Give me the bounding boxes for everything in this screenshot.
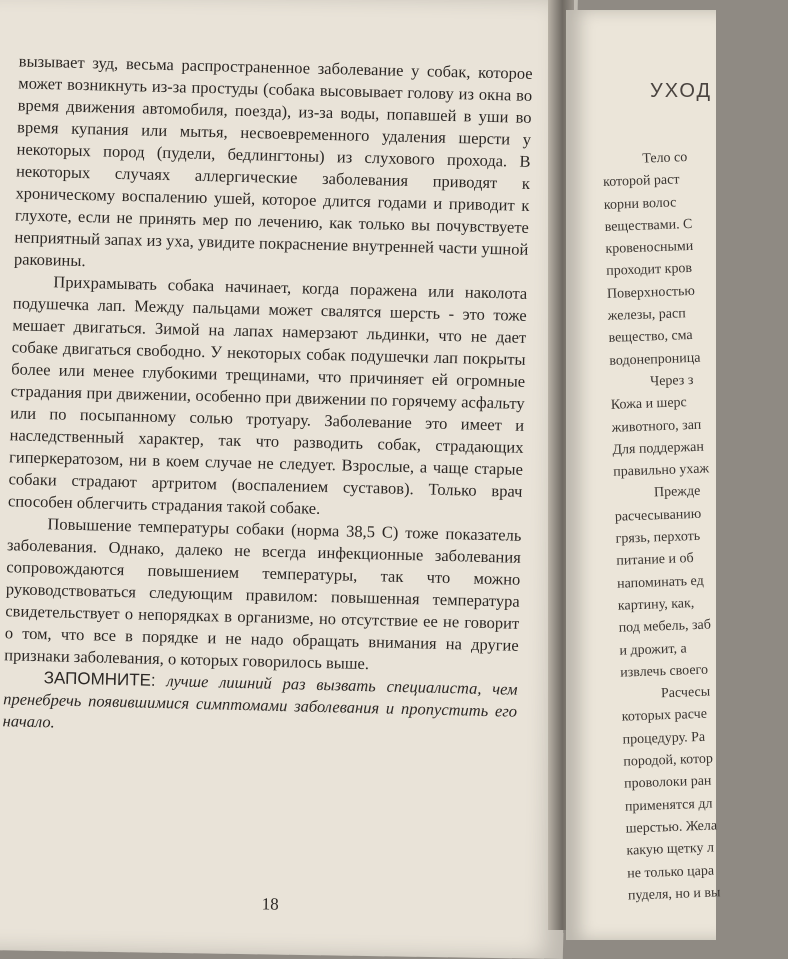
right-page-line: под мебель, заб [618,617,712,636]
right-page-line: Кожа и шерс [610,395,688,414]
paragraph-limping: Прихрамывать собака начинает, когда поражена или наколота подушечка лап. Между пальцами может свалятся шерсть - это тоже мешает двигаться. Зимой на лапах намерзают льдинки, что не дает собаке двигаться свободно. У некоторых собак подушечки лап покрыты более или менее глубокими трещинами, что причиняет ей огромные страдания при движении, особенно при движении по горячему асфальту или по посыпанному солью тротуару. Заболевание это имеет и наследственный характер, так что разводить собак, страдающих гиперкератозом, ни в коем случае не следует. Взрослые, а чаще старые собаки страдают артритом (воспалением суставов). Только врач способен облегчить страдания такой собаке. [7,272,528,518]
page-number: 18 [261,894,279,914]
note-label: ЗАПОМНИТЕ: [43,668,156,690]
right-page-line: шерстью. Жела [625,818,718,837]
right-page-line: применятся дл [624,796,713,815]
right-page-line: извлечь своего [620,662,709,681]
paragraph-ear: вызывает зуд, весьма распространенное заболевание у собак, которое может возникнуть из-за простуды (собака высовывает голову из окна во время движения автомобиля, поезда), из-за воды, попавшей в уши во время купания или мытья, несвоевременного удаления шерсти у некоторых пород (пудели, бедлингтоны) из слухового прохода. В некоторых случаях аллергические заболевания приводят к хроническому воспалению ушей, которое длится годами и приводит к глухоте, если не принять мер по лечению, как только вы почувствуете неприятный запах из уха, увидите покраснение внутренней части ушной раковины. [13,51,533,271]
right-page-line: какую щетку л [626,840,715,859]
remember-note [2,666,517,745]
right-page-line: веществами. С [604,216,693,235]
right-page-line: процедуру. Ра [622,729,706,748]
right-page-line: которых расче [621,707,708,726]
right-page-line: которой раст [602,172,680,191]
right-page-line: и дрожит, а [619,640,687,659]
paragraph-temperature: Повышение температуры собаки (норма 38,5 С) тоже показатель заболевания. Однако, далеко не всегда инфекционные заболевания сопровождаются повышением температуры, так что можно руководствоваться следующим правилом: повышенная температура свидетельствует о непорядках в организме, но отсутствие ее не говорит о том, что все в порядке и не надо обращать внимания на другие признаки заболевания, о которых говорилось выше. [4,514,522,674]
right-page [566,10,721,940]
right-page-text [602,144,788,907]
right-page-line: Для поддержан [612,439,705,458]
right-page-line: Поверхностью [606,283,696,302]
right-page-line: железы, расп [607,306,686,324]
right-page-line: водонепроница [609,350,701,369]
right-page-line: вещество, сма [608,328,693,347]
body-text [2,50,533,744]
right-page-line: питание и об [616,551,694,570]
right-page-line: напоминать ед [616,573,704,592]
right-page-line: Через з [649,372,694,390]
right-page-line: корни волос [603,195,677,213]
right-page-line: Прежде [653,484,701,501]
right-page-line: Расчесы [660,684,711,702]
right-page-line: картину, как, [617,595,695,614]
right-page-line: пуделя, но и вы [627,885,721,904]
right-page-line: расчесыванию [614,506,702,525]
right-page-line: животного, зап [611,417,702,436]
right-page-line: Тело со [642,150,688,167]
right-page-line: проходит кров [605,261,693,280]
right-page-line: грязь, перхоть [615,528,701,547]
right-page-line: породой, котор [623,751,714,770]
right-page-line: правильно ухаж [612,461,710,480]
right-page-heading: УХОД [650,80,713,102]
right-page-line: проволоки ран [623,773,712,792]
right-page-line: не только цара [627,863,715,882]
right-page-line: кровеносными [605,239,694,258]
note-text: лучше лишний раз вызвать специалиста, чем пренебречь появившимися симптомами заболевания и пропустить его начало. [2,671,518,732]
